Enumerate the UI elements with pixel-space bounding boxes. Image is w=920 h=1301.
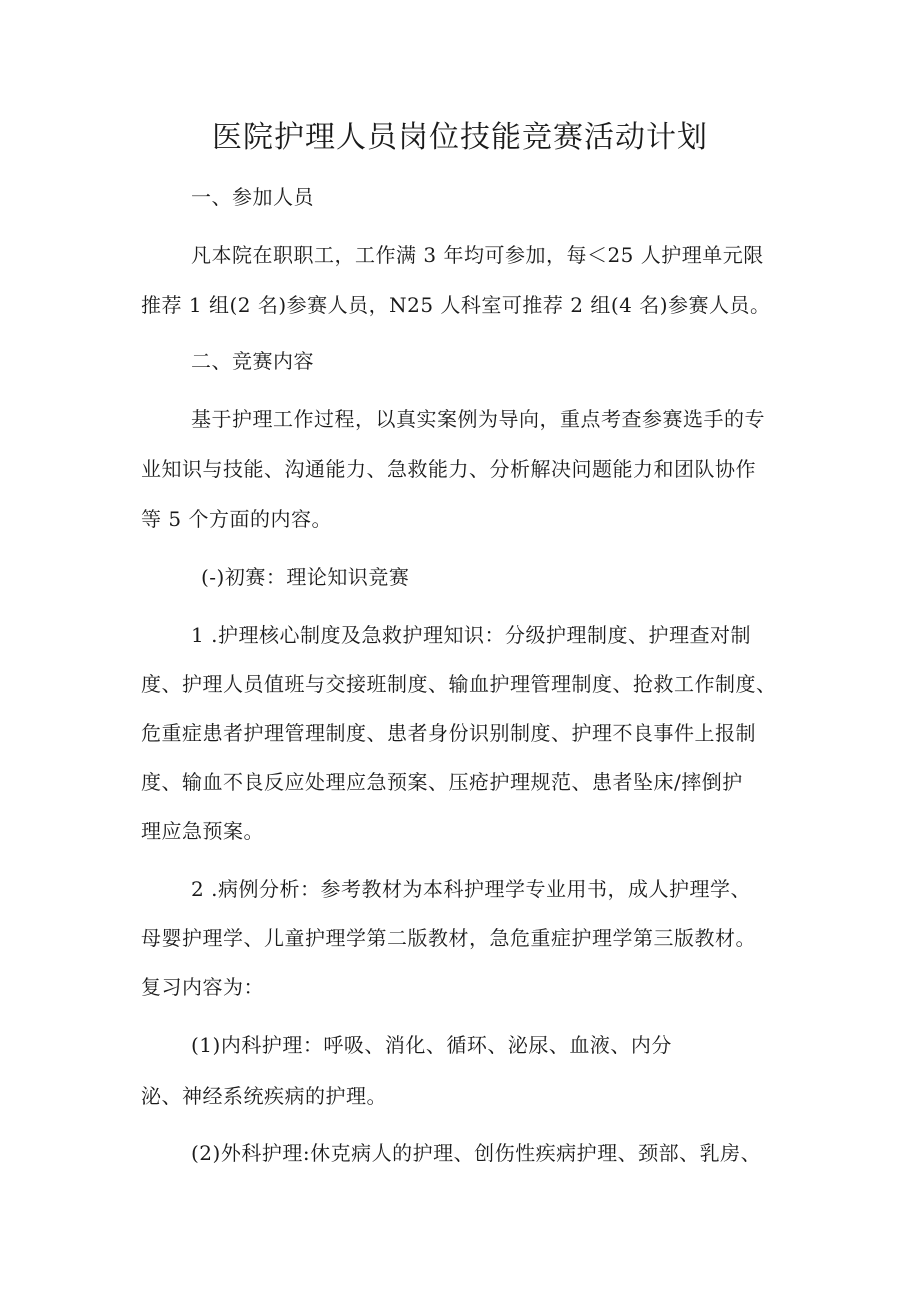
paragraph-line: 等 5 个方面的内容。 <box>141 507 332 531</box>
sub-item-line: (2)外科护理:休克病人的护理、创伤性疾病护理、颈部、乳房、 <box>191 1141 762 1165</box>
list-item-line: 度、输血不良反应处理应急预案、压疮护理规范、患者坠床/摔倒护 <box>141 770 743 794</box>
document-title: 医院护理人员岗位技能竞赛活动计划 <box>212 120 708 155</box>
section-heading-participants: 一、参加人员 <box>191 185 314 209</box>
list-item-line: 度、护理人员值班与交接班制度、输血护理管理制度、抢救工作制度、 <box>141 672 777 696</box>
list-item-line: 理应急预案。 <box>141 819 264 843</box>
list-item-line: 2 .病例分析：参考教材为本科护理学专业用书，成人护理学、 <box>191 877 751 901</box>
paragraph-line: 基于护理工作过程，以真实案例为导向，重点考查参赛选手的专 <box>191 407 765 431</box>
subsection-heading-preliminary: (-)初赛：理论知识竞赛 <box>201 565 410 589</box>
paragraph-line: 推荐 1 组(2 名)参赛人员，N25 人科室可推荐 2 组(4 名)参赛人员。 <box>141 293 771 317</box>
list-item-line: 危重症患者护理管理制度、患者身份识别制度、护理不良事件上报制 <box>141 721 756 745</box>
list-item-line: 复习内容为： <box>141 975 264 999</box>
list-item-line: 母婴护理学、儿童护理学第二版教材，急危重症护理学第三版教材。 <box>141 926 756 950</box>
list-item-line: 1 .护理核心制度及急救护理知识：分级护理制度、护理查对制 <box>191 623 751 647</box>
section-heading-content: 二、竞赛内容 <box>191 349 314 373</box>
sub-item-line: (1)内科护理：呼吸、消化、循环、泌尿、血液、内分 <box>191 1033 672 1057</box>
paragraph-line: 凡本院在职职工，工作满 3 年均可参加，每＜25 人护理单元限 <box>191 243 764 267</box>
sub-item-line: 泌、神经系统疾病的护理。 <box>141 1084 387 1108</box>
paragraph-line: 业知识与技能、沟通能力、急救能力、分析解决问题能力和团队协作 <box>141 457 756 481</box>
